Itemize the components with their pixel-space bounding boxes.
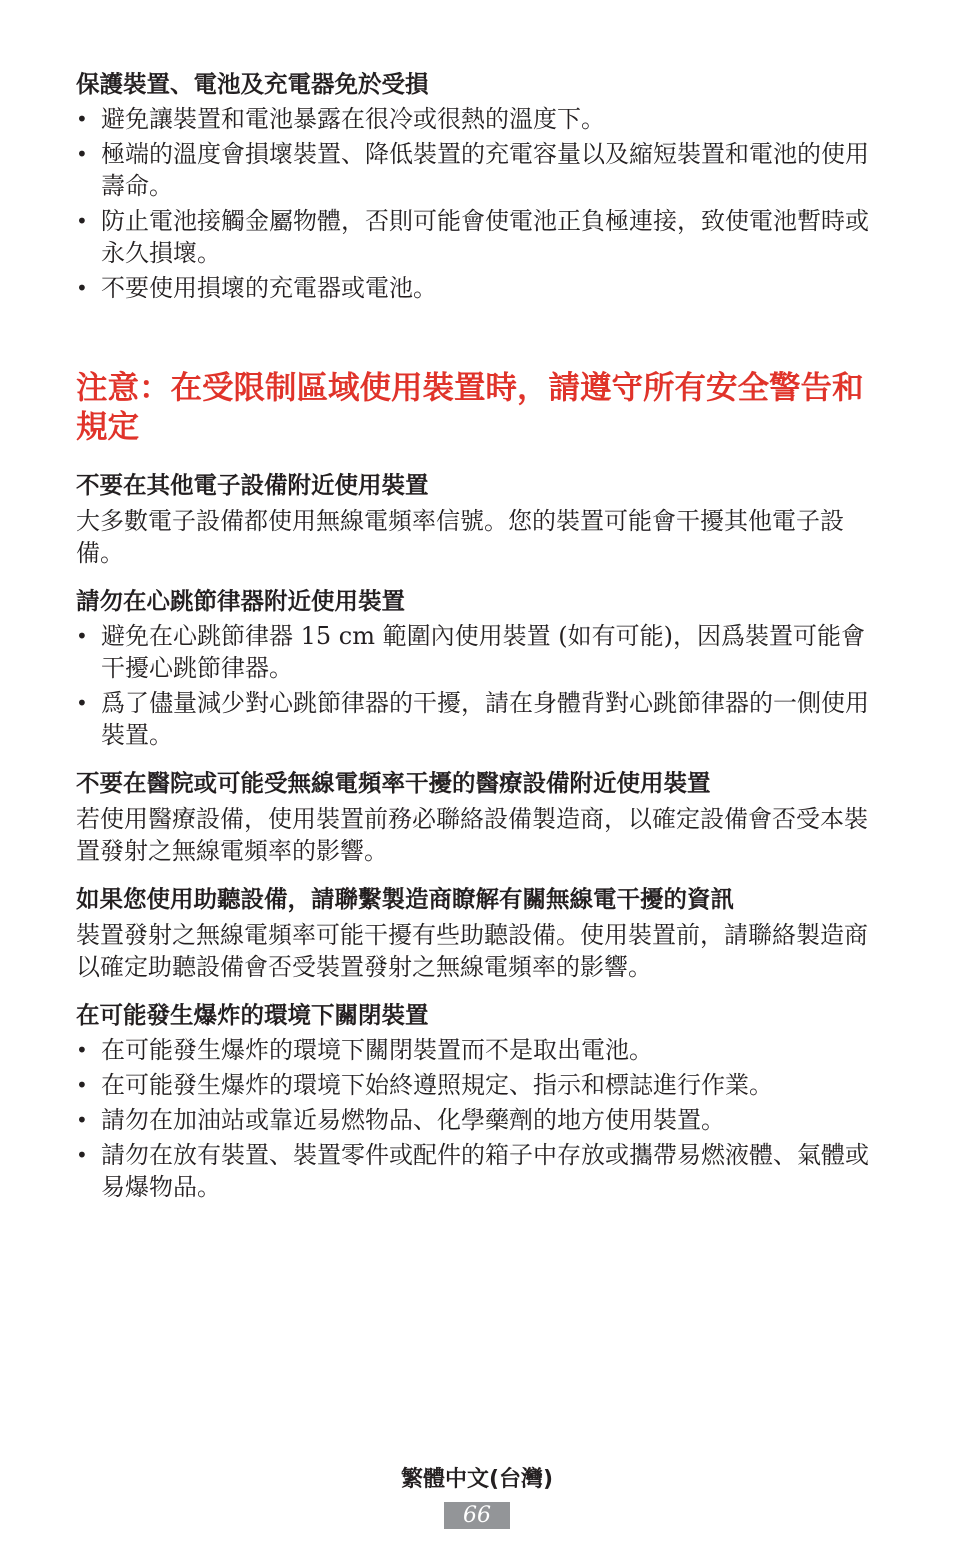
list-item: • 請勿在加油站或靠近易燃物品、化學藥劑的地方使用裝置。 (76, 1104, 876, 1136)
subheading-explosive-environment: 在可能發生爆炸的環境下關閉裝置 (76, 1001, 429, 1029)
bullet-list-protect-device (76, 103, 876, 304)
list-item: • 極端的溫度會損壞裝置、降低裝置的充電容量以及縮短裝置和電池的使用壽命。 (76, 138, 876, 202)
subheading-pacemaker: 請勿在心跳節律器附近使用裝置 (76, 587, 405, 615)
list-item: • 在可能發生爆炸的環境下關閉裝置而不是取出電池。 (76, 1034, 876, 1066)
paragraph-hearing-aid: 裝置發射之無線電頻率可能干擾有些助聽設備。使用裝置前，請聯絡製造商以確定助聽設備會否受裝置發射之無線電頻率的影響。 (76, 921, 868, 981)
paragraph-electronic-devices: 大多數電子設備都使用無線電頻率信號。您的裝置可能會干擾其他電子設備。 (76, 507, 844, 567)
list-item: • 請勿在放有裝置、裝置零件或配件的箱子中存放或攜帶易燃液體、氣體或易爆物品。 (76, 1139, 876, 1203)
page-content (76, 68, 876, 1203)
bullet-list-pacemaker (76, 620, 876, 751)
section-title-restricted-areas: 注意：在受限制區域使用裝置時，請遵守所有安全警告和規定 (76, 370, 864, 445)
page-number-badge: 66 (444, 1502, 510, 1529)
list-item: • 爲了儘量減少對心跳節律器的干擾，請在身體背對心跳節律器的一側使用裝置。 (76, 687, 876, 751)
section-heading-protect-device: 保護裝置、電池及充電器免於受損 (76, 70, 429, 98)
subheading-hearing-aid: 如果您使用助聽設備，請聯繫製造商瞭解有關無線電干擾的資訊 (76, 885, 734, 913)
list-item: • 避免讓裝置和電池暴露在很冷或很熱的溫度下。 (76, 103, 876, 135)
page-footer (0, 1464, 954, 1529)
list-item: • 不要使用損壞的充電器或電池。 (76, 272, 876, 304)
bullet-list-explosive-environment (76, 1034, 876, 1203)
paragraph-hospital: 若使用醫療設備，使用裝置前務必聯絡設備製造商，以確定設備會否受本裝置發射之無線電頻率的影響。 (76, 805, 868, 865)
list-item: • 避免在心跳節律器 15 cm 範圍內使用裝置 (如有可能)，因爲裝置可能會干擾心跳節律器。 (76, 620, 876, 684)
subheading-electronic-devices: 不要在其他電子設備附近使用裝置 (76, 471, 429, 499)
footer-language: 繁體中文(台灣) (400, 1467, 554, 1492)
subheading-hospital: 不要在醫院或可能受無線電頻率干擾的醫療設備附近使用裝置 (76, 769, 711, 797)
list-item: • 防止電池接觸金屬物體，否則可能會使電池正負極連接，致使電池暫時或永久損壞。 (76, 205, 876, 269)
list-item: • 在可能發生爆炸的環境下始終遵照規定、指示和標誌進行作業。 (76, 1069, 876, 1101)
